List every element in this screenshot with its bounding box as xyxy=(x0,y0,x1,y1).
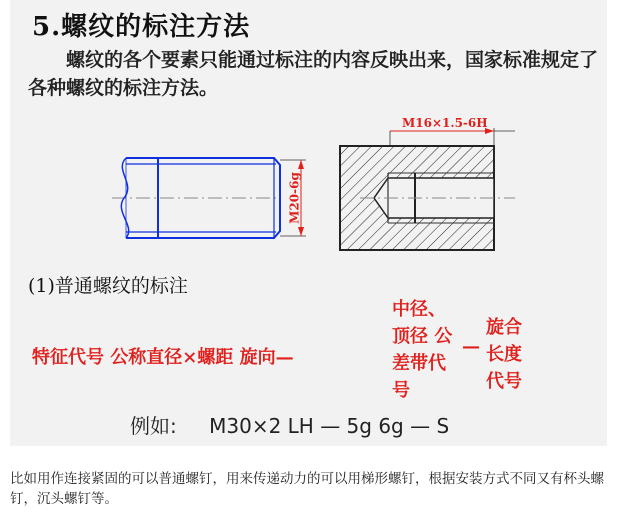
format-right-line: 旋合 xyxy=(486,317,522,338)
format-dash: — xyxy=(462,336,480,357)
internal-thread-drawing xyxy=(340,116,515,250)
format-middle-line: 顶径 公 xyxy=(392,326,453,347)
format-middle-line: 中径、 xyxy=(392,299,446,320)
format-middle-line: 号 xyxy=(392,380,410,401)
format-middle xyxy=(392,296,452,404)
format-part1: 特征代号 公称直径×螺距 旋向— xyxy=(32,347,294,368)
slide-title: 5.螺纹的标注方法 xyxy=(32,12,251,42)
example xyxy=(130,410,449,439)
example-value: M30×2 LH — 5g 6g — S xyxy=(209,414,450,438)
slide xyxy=(10,0,607,446)
format-right xyxy=(486,314,522,395)
caption-text: 比如用作连接紧固的可以普通螺钉，用来传递动力的可以用梯形螺钉，根据安装方式不同又有杯头螺钉，沉头螺钉等。 xyxy=(10,471,604,507)
external-thread-drawing xyxy=(112,158,306,238)
example-label: 例如: xyxy=(130,414,177,438)
external-thread-label: M20-6g xyxy=(287,172,302,224)
intro-text: 螺纹的各个要素只能通过标注的内容反映出来，国家标准规定了各种螺纹的标注方法。 xyxy=(28,49,599,99)
section-subtitle: (1)普通螺纹的标注 xyxy=(28,275,188,297)
format-right-line: 代号 xyxy=(486,371,522,392)
format-right-line: 长度 xyxy=(486,344,522,365)
format-middle-line: 差带代 xyxy=(392,353,446,374)
thread-diagram xyxy=(10,100,607,260)
internal-thread-label: M16×1.5-6H xyxy=(402,116,488,130)
